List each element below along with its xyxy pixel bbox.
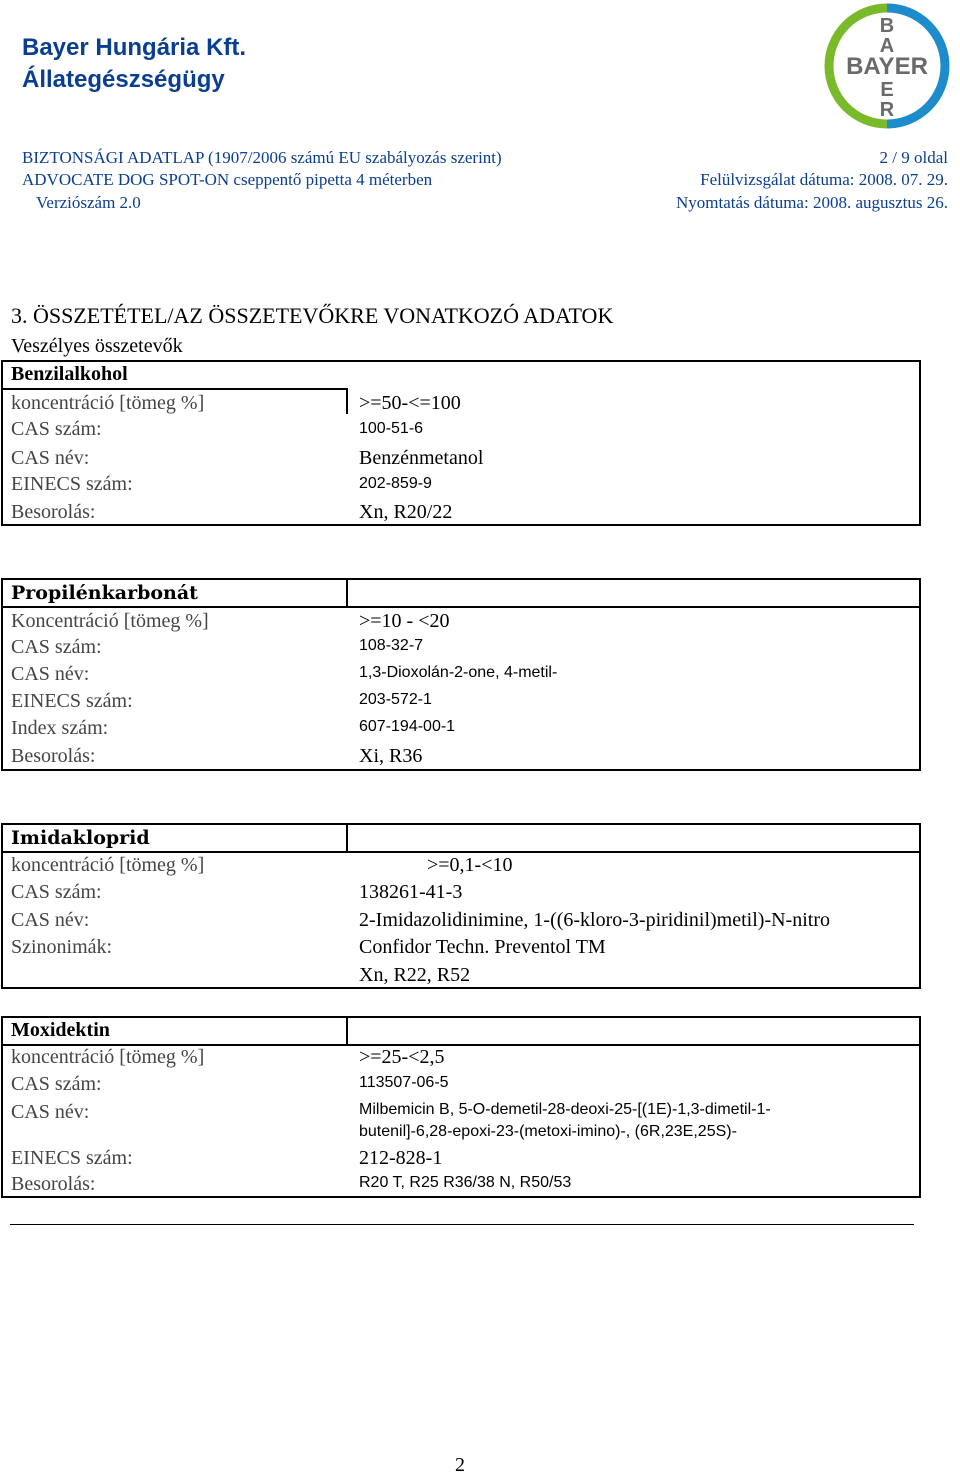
row-label: CAS szám:: [11, 418, 102, 440]
row-value: Xn, R20/22: [359, 501, 453, 523]
row-label: Besorolás:: [11, 1173, 96, 1195]
component-title: Benzilalkohol: [11, 363, 128, 385]
row-value: >=0,1-<10: [427, 854, 513, 876]
row-value: >=25-<2,5: [359, 1046, 445, 1068]
row-label: EINECS szám:: [11, 1147, 133, 1169]
row-label: EINECS szám:: [11, 690, 133, 712]
row-value: Benzénmetanol: [359, 447, 484, 469]
doc-header-right-3: Nyomtatás dátuma: 2008. augusztus 26.: [676, 193, 948, 212]
row-value: 138261-41-3: [359, 881, 463, 903]
row-label: Besorolás:: [11, 501, 96, 523]
row-value: Xi, R36: [359, 745, 423, 767]
company-name: Bayer Hungária Kft.: [22, 34, 247, 61]
row-value: 1,3-Dioxolán-2-one, 4-metil-: [359, 664, 558, 681]
row-value: 203-572-1: [359, 691, 432, 708]
row-value-continuation: butenil]-6,28-epoxi-23-(metoxi-imino)-, (6R,23E,25S)-: [359, 1123, 737, 1140]
row-label: koncentráció [tömeg %]: [11, 392, 205, 414]
logo-letter-a: A: [879, 35, 895, 57]
logo-letter-b: B: [879, 15, 895, 37]
doc-header-right-2: Felülvizsgálat dátuma: 2008. 07. 29.: [700, 170, 948, 189]
component-box-benzilalkohol: [1, 360, 921, 526]
bottom-rule: [10, 1224, 914, 1225]
section-subtitle: Veszélyes összetevők: [11, 335, 183, 357]
row-label: koncentráció [tömeg %]: [11, 854, 205, 876]
row-value: 2-Imidazolidinimine, 1-((6-kloro-3-piridinil)metil)-N-nitro: [359, 909, 830, 931]
row-value: Milbemicin B, 5-O-demetil-28-deoxi-25-[(1E)-1,3-dimetil-1-: [359, 1101, 771, 1118]
row-label: EINECS szám:: [11, 473, 133, 495]
row-value: 113507-06-5: [359, 1074, 449, 1091]
row-label: CAS név:: [11, 909, 90, 931]
component-title: Imidakloprid: [11, 827, 150, 849]
row-label: Koncentráció [tömeg %]: [11, 610, 209, 632]
row-value: 202-859-9: [359, 475, 432, 492]
row-label: CAS szám:: [11, 1073, 102, 1095]
row-value: >=10 - <20: [359, 610, 450, 632]
row-value: Xn, R22, R52: [359, 964, 471, 986]
logo-letter-r: R: [879, 99, 895, 121]
doc-header-left-3: Verziószám 2.0: [36, 193, 141, 212]
row-label: Szinonimák:: [11, 936, 113, 958]
logo-word: BAYER: [846, 53, 928, 80]
row-value: R20 T, R25 R36/38 N, R50/53: [359, 1174, 572, 1191]
row-value: 108-32-7: [359, 637, 424, 654]
bayer-logo: [820, 2, 954, 130]
row-label: koncentráció [tömeg %]: [11, 1046, 205, 1068]
component-title: Moxidektin: [11, 1019, 110, 1041]
row-value: 212-828-1: [359, 1147, 443, 1169]
section-title: 3. ÖSSZETÉTEL/AZ ÖSSZETEVŐKRE VONATKOZÓ ADATOK: [11, 303, 614, 328]
row-value: 100-51-6: [359, 420, 424, 437]
row-label: CAS szám:: [11, 881, 102, 903]
row-label: CAS név:: [11, 447, 90, 469]
row-value: >=50-<=100: [359, 392, 461, 414]
row-label: CAS szám:: [11, 636, 102, 658]
row-value: 607-194-00-1: [359, 718, 456, 735]
row-label: Index szám:: [11, 717, 109, 739]
doc-header-right-1: 2 / 9 oldal: [879, 148, 948, 167]
row-label: CAS név:: [11, 1101, 90, 1123]
doc-header-left-1: BIZTONSÁGI ADATLAP (1907/2006 számú EU szabályozás szerint): [22, 148, 502, 167]
logo-letter-e: E: [880, 79, 894, 101]
company-division: Állategészségügy: [22, 66, 225, 93]
page-number: 2: [455, 1454, 465, 1476]
row-value: Confidor Techn. Preventol TM: [359, 936, 606, 958]
doc-header-left-2: ADVOCATE DOG SPOT-ON cseppentő pipetta 4 méterben: [22, 170, 433, 189]
component-title: Propilénkarbonát: [11, 582, 198, 604]
row-label: CAS név:: [11, 663, 90, 685]
row-label: Besorolás:: [11, 745, 96, 767]
